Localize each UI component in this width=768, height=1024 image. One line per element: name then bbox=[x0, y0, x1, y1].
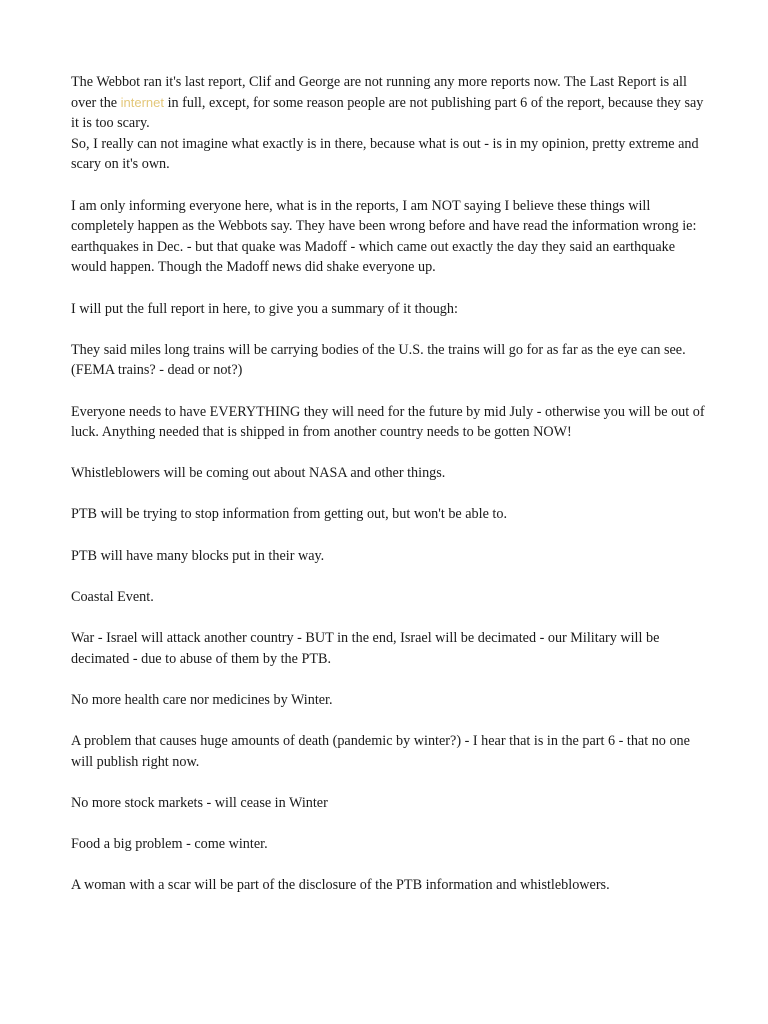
paragraph-supplies: Everyone needs to have EVERYTHING they will need for the future by mid July - otherwise you will be out of luck. Anything needed that is shipped in from another country needs to be gotten NOW! bbox=[71, 403, 705, 441]
paragraph-intro-end: in full, except, for some reason people are not publishing part 6 of the report, because they say it is too scary. bbox=[71, 94, 704, 132]
paragraph-disclaimer: I am only informing everyone here, what is in the reports, I am NOT saying I believe these things will completely happen as the Webbots say. They have been wrong before and have read the information wrong ie: earthquakes in Dec. - but that quake was Madoff - which came out exactly the day they said an earthquake would happen. Though the Madoff news did shake everyone up. bbox=[71, 197, 697, 276]
paragraph-ptb-blocks: PTB will have many blocks put in their way. bbox=[71, 547, 325, 564]
paragraph-ptb-stop: PTB will be trying to stop information from getting out, but won't be able to. bbox=[71, 506, 508, 523]
internet-link[interactable]: internet bbox=[120, 94, 165, 110]
paragraph-pandemic: A problem that causes huge amounts of death (pandemic by winter?) - I hear that is in the part 6 - that no one will publish right now. bbox=[71, 733, 690, 770]
document-body bbox=[71, 72, 705, 916]
paragraph-whistleblowers: Whistleblowers will be coming out about NASA and other things. bbox=[71, 465, 446, 482]
paragraph-stock-markets: No more stock markets - will cease in Winter bbox=[71, 794, 328, 811]
paragraph-opinion: So, I really can not imagine what exactly is in there, because what is out - is in my opinion, pretty extreme and scary on it's own. bbox=[71, 135, 699, 173]
paragraph-intro-start: The Webbot ran it's last report, Clif and George are not running any more reports now. The Last Report is all over the bbox=[71, 74, 687, 111]
paragraph-war: War - Israel will attack another country - BUT in the end, Israel will be decimated - our Military will be decimated - due to abuse of them by the PTB. bbox=[71, 630, 660, 667]
paragraph-coastal-event: Coastal Event. bbox=[71, 588, 154, 605]
paragraph-food: Food a big problem - come winter. bbox=[71, 835, 268, 852]
paragraph-health-care: No more health care nor medicines by Winter. bbox=[71, 691, 333, 708]
paragraph-intro bbox=[71, 72, 705, 134]
paragraph-summary-intro: I will put the full report in here, to give you a summary of it though: bbox=[71, 300, 458, 317]
paragraph-disclosure: A woman with a scar will be part of the disclosure of the PTB information and whistleblowers. bbox=[71, 877, 610, 894]
paragraph-trains: They said miles long trains will be carrying bodies of the U.S. the trains will go for as far as the eye can see. (FEMA trains? - dead or not?) bbox=[71, 341, 686, 379]
